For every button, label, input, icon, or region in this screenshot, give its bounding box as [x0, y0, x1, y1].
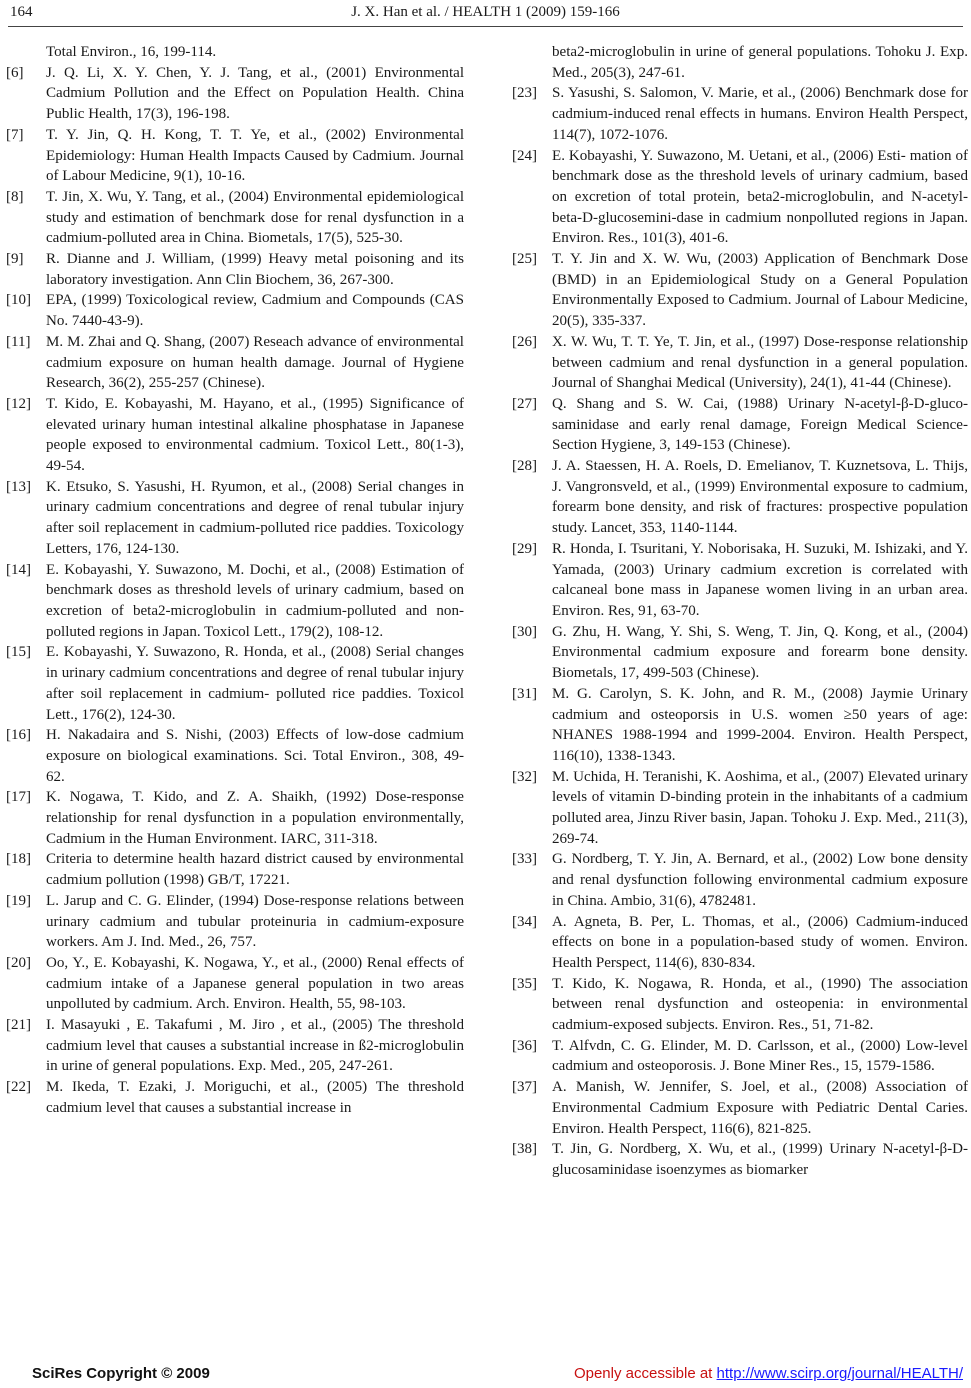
reference-number: [32]	[512, 768, 538, 785]
running-title: J. X. Han et al. / HEALTH 1 (2009) 159-166	[351, 4, 620, 20]
reference-item	[6, 394, 464, 477]
reference-item	[512, 622, 968, 684]
page-number: 164	[10, 4, 33, 20]
reference-item	[6, 1077, 464, 1118]
reference-number: [26]	[512, 333, 538, 350]
reference-item	[6, 332, 464, 394]
reference-number: [6]	[6, 64, 24, 81]
reference-text: EPA, (1999) Toxicological review, Cadmium and Compounds (CAS No. 7440-43-9).	[46, 292, 464, 330]
reference-item	[6, 849, 464, 890]
reference-text: I. Masayuki , E. Takafumi , M. Jiro , et al., (2005) The threshold cadmium level that causes a substantial increase in ß2-microglobulin in urine of general populations. Exp. Med., 205, 247-261.	[46, 1017, 464, 1075]
reference-text: Criteria to determine health hazard district caused by environmental cadmium pollution (1998) GB/T, 17221.	[46, 851, 464, 889]
reference-text: T. Kido, E. Kobayashi, M. Hayano, et al., (1995) Significance of elevated urinary human intestinal alkaline phosphatase in Japanese people exposed to environmental cadmium. Toxicol Lett., 80(1-3), 49-54.	[46, 395, 464, 475]
reference-text: T. Y. Jin, Q. H. Kong, T. T. Ye, et al., (2002) Environmental Epidemiology: Human Health Impacts Caused by Cadmium. Journal of Labour Medicine, 9(1), 10-16.	[46, 126, 464, 185]
reference-item	[6, 63, 464, 125]
reference-item	[512, 249, 968, 332]
reference-number: [21]	[6, 1017, 32, 1034]
reference-text: T. Jin, G. Nordberg, X. Wu, et al., (1999) Urinary N-acetyl-β-D-glucosaminidase isoenzymes as biomarker	[552, 1141, 968, 1178]
reference-item	[512, 146, 968, 250]
continued-reference: beta2-microglobulin in urine of general populations. Tohoku J. Exp. Med., 205(3), 247-61.	[552, 44, 968, 81]
reference-item	[6, 249, 464, 290]
reference-text: A. Manish, W. Jennifer, S. Joel, et al., (2008) Association of Environmental Cadmium Exposure with Pediatric Dental Caries. Environ. Health Perspect, 116(6), 821-825.	[552, 1079, 968, 1137]
reference-text: T. Alfvdn, C. G. Elinder, M. D. Carlsson, et al., (2000) Low-level cadmium and osteoporosis. J. Bone Miner Res., 15, 1579-1586.	[552, 1037, 968, 1075]
reference-number: [31]	[512, 685, 538, 702]
reference-number: [8]	[6, 188, 24, 205]
reference-item	[512, 684, 968, 767]
reference-text: E. Kobayashi, Y. Suwazono, M. Dochi, et al., (2008) Estimation of benchmark doses as threshold levels of urinary cadmium, based on excretion of beta2-microglobulin in cadmium-polluted and non-polluted regions in Japan. Toxicol Lett., 179(2), 108-12.	[46, 561, 464, 640]
copyright-notice: SciRes Copyright © 2009	[32, 1365, 210, 1382]
reference-text: X. W. Wu, T. T. Ye, T. Jin, et al., (1997) Dose-response relationship between cadmium and renal dysfunction in a general population. Journal of Shanghai Medical (University), 24(1), 41-44 (Chinese).	[552, 333, 968, 392]
reference-item	[512, 332, 968, 394]
left-column	[6, 42, 464, 1119]
reference-number: [17]	[6, 789, 32, 806]
reference-item	[512, 767, 968, 850]
reference-number: [14]	[6, 561, 32, 578]
continued-reference: Total Environ., 16, 199-114.	[46, 44, 217, 60]
reference-item	[512, 912, 968, 974]
page-header	[10, 2, 961, 24]
reference-item	[6, 477, 464, 560]
reference-number: [27]	[512, 395, 538, 412]
reference-item	[6, 725, 464, 787]
reference-text: M. Uchida, H. Teranishi, K. Aoshima, et al., (2007) Elevated urinary levels of vitamin D-binding protein in the inhabitants of a cadmium polluted area, Jinzu River basin, Japan. Tohoku J. Exp. Med., 211(3), 269-74.	[552, 768, 969, 847]
reference-number: [28]	[512, 458, 538, 475]
page-footer	[8, 1364, 963, 1384]
reference-text: G. Zhu, H. Wang, Y. Shi, S. Weng, T. Jin, Q. Kong, et al., (2004) Environmental cadmium exposure and forearm bone density. Biometals, 17, 499-503 (Chinese).	[552, 623, 968, 682]
reference-text: A. Agneta, B. Per, L. Thomas, et al., (2006) Cadmium-induced effects on bone in a population-based study of women. Environ. Health Perspect, 114(6), 830-834.	[552, 913, 968, 971]
reference-item	[6, 187, 464, 249]
reference-number: [38]	[512, 1141, 538, 1158]
reference-text: G. Nordberg, T. Y. Jin, A. Bernard, et al., (2002) Low bone density and renal dysfunction following environmental cadmium exposure in China. Ambio, 31(6), 4782481.	[552, 851, 968, 909]
reference-item	[512, 83, 968, 145]
reference-list-left	[6, 63, 464, 1119]
reference-item	[512, 1139, 968, 1180]
reference-number: [18]	[6, 851, 32, 868]
reference-number: [15]	[6, 644, 32, 661]
reference-number: [35]	[512, 975, 538, 992]
reference-text: J. A. Staessen, H. A. Roels, D. Emelianov, T. Kuznetsova, L. Thijs, J. Vangronsveld, et al., (1999) Environmental exposure to cadmium, forearm bone density, and risk of fractures: prospective population study. Lancet, 353, 1140-1144.	[552, 458, 968, 537]
reference-item	[512, 539, 968, 622]
reference-number: [24]	[512, 147, 538, 164]
reference-number: [7]	[6, 126, 24, 143]
reference-text: J. Q. Li, X. Y. Chen, Y. J. Tang, et al., (2001) Environmental Cadmium Pollution and the Effect on Population Health. China Public Health, 17(3), 196-198.	[46, 64, 464, 123]
reference-item	[512, 1036, 968, 1077]
reference-number: [11]	[6, 333, 31, 350]
reference-text: R. Dianne and J. William, (1999) Heavy metal poisoning and its laboratory investigation. Ann Clin Biochem, 36, 267-300.	[46, 251, 464, 288]
reference-number: [20]	[6, 954, 32, 971]
reference-number: [25]	[512, 251, 538, 268]
reference-item	[512, 1077, 968, 1139]
reference-item	[6, 290, 464, 331]
reference-item	[512, 974, 968, 1036]
reference-number: [29]	[512, 540, 538, 557]
reference-item	[6, 891, 464, 953]
reference-number: [30]	[512, 623, 538, 640]
reference-text: T. Kido, K. Nogawa, R. Honda, et al., (1990) The association between renal dysfunction and osteopenia: in environmental cadmium-exposed subjects. Environ. Res., 51, 71-82.	[552, 975, 968, 1034]
reference-item	[6, 1015, 464, 1077]
reference-text: H. Nakadaira and S. Nishi, (2003) Effects of low-dose cadmium exposure on biological examinations. Sci. Total Environ., 308, 49-62.	[46, 727, 464, 785]
reference-item	[6, 642, 464, 725]
reference-text: E. Kobayashi, Y. Suwazono, M. Uetani, et al., (2006) Esti- mation of benchmark dose as the threshold levels of urinary cadmium, based on excretion of total protein, beta2-microglobulin, and N-acetyl-beta-D-glucosemini-dase in cadmium nonpolluted regions in Japan. Environ. Res., 101(3), 401-6.	[552, 147, 968, 247]
reference-text: M. M. Zhai and Q. Shang, (2007) Reseach advance of environmental cadmium exposure on human health damage. Journal of Hygiene Research, 36(2), 255-257 (Chinese).	[46, 333, 464, 392]
access-prefix: Openly accessible at	[573, 1365, 717, 1382]
reference-number: [12]	[6, 395, 32, 412]
reference-item	[6, 787, 464, 849]
reference-text: S. Yasushi, S. Salomon, V. Marie, et al., (2006) Benchmark dose for cadmium-induced renal effects in humans. Environ Health Perspect, 114(7), 1072-1076.	[552, 85, 968, 143]
reference-item	[6, 560, 464, 643]
reference-number: [19]	[6, 892, 32, 909]
reference-number: [34]	[512, 913, 538, 930]
reference-text: K. Nogawa, T. Kido, and Z. A. Shaikh, (1992) Dose-response relationship for renal dysfunction in a population environmentally, Cadmium in the Human Environment. IARC, 311-318.	[46, 789, 464, 847]
reference-text: E. Kobayashi, Y. Suwazono, R. Honda, et al., (2008) Serial changes in urinary cadmium concentrations and degree of renal tubular injury after soil replacement in cadmium- polluted rice paddies. Toxicol Lett., 176(2), 124-30.	[46, 644, 464, 723]
reference-number: [23]	[512, 85, 538, 102]
reference-text: K. Etsuko, S. Yasushi, H. Ryumon, et al., (2008) Serial changes in urinary cadmium concentrations and degree of renal tubular injury after soil replacement in cadmium-polluted rice paddies. Toxicology Letters, 176, 124-130.	[46, 478, 464, 557]
reference-number: [16]	[6, 727, 32, 744]
reference-item	[512, 394, 968, 456]
reference-number: [13]	[6, 478, 32, 495]
reference-number: [33]	[512, 851, 538, 868]
reference-text: R. Honda, I. Tsuritani, Y. Noborisaka, H. Suzuki, M. Ishizaki, and Y. Yamada, (2003) Urinary cadmium excretion is correlated with calcaneal bone mass in Japanese women living in an urban area. Environ. Res, 91, 63-70.	[552, 540, 968, 619]
reference-text: Q. Shang and S. W. Cai, (1988) Urinary N-acetyl-β-D-gluco-saminidase and early renal damage, Foreign Medical Science-Section Hygiene, 3, 149-153 (Chinese).	[552, 395, 968, 454]
reference-text: M. Ikeda, T. Ezaki, J. Moriguchi, et al., (2005) The threshold cadmium level that causes a substantial increase in	[46, 1079, 464, 1116]
journal-link[interactable]: http://www.scirp.org/journal/HEALTH/	[716, 1365, 963, 1382]
header-divider	[8, 26, 963, 27]
reference-number: [9]	[6, 251, 24, 268]
reference-text: T. Y. Jin and X. W. Wu, (2003) Application of Benchmark Dose (BMD) in an Epidemiological Study on a General Population Environmentally Exposed to Cadmium. Journal of Labour Medicine, 20(5), 335-337.	[552, 251, 968, 330]
right-column	[512, 42, 968, 1181]
open-access-notice	[574, 1364, 963, 1384]
reference-text: M. G. Carolyn, S. K. John, and R. M., (2008) Jaymie Urinary cadmium and osteoporsis in U.S. women ≥50 years of age: NHANES 1988-1994 and 1999-2004. Environ. Health Perspect, 116(10), 1338-1343.	[552, 685, 968, 764]
reference-number: [22]	[6, 1079, 32, 1096]
reference-item	[512, 849, 968, 911]
reference-item	[512, 456, 968, 539]
reference-item	[6, 953, 464, 1015]
reference-text: T. Jin, X. Wu, Y. Tang, et al., (2004) Environmental epidemiological study and estimation of benchmark dose for renal dysfunction in a cadmium-polluted area in China. Biometals, 17(5), 525-30.	[46, 188, 464, 247]
reference-item	[6, 125, 464, 187]
reference-number: [10]	[6, 292, 32, 309]
reference-number: [36]	[512, 1037, 538, 1054]
reference-text: L. Jarup and C. G. Elinder, (1994) Dose-response relations between urinary cadmium and tubular proteinuria in cadmium-exposure workers. Am J. Ind. Med., 26, 757.	[46, 892, 464, 951]
reference-number: [37]	[512, 1079, 538, 1096]
reference-list-right	[512, 83, 968, 1180]
reference-text: Oo, Y., E. Kobayashi, K. Nogawa, Y., et al., (2000) Renal effects of cadmium intake of a Japanese general population in two areas unpolluted by cadmium. Arch. Environ. Health, 55, 98-103.	[46, 954, 464, 1013]
